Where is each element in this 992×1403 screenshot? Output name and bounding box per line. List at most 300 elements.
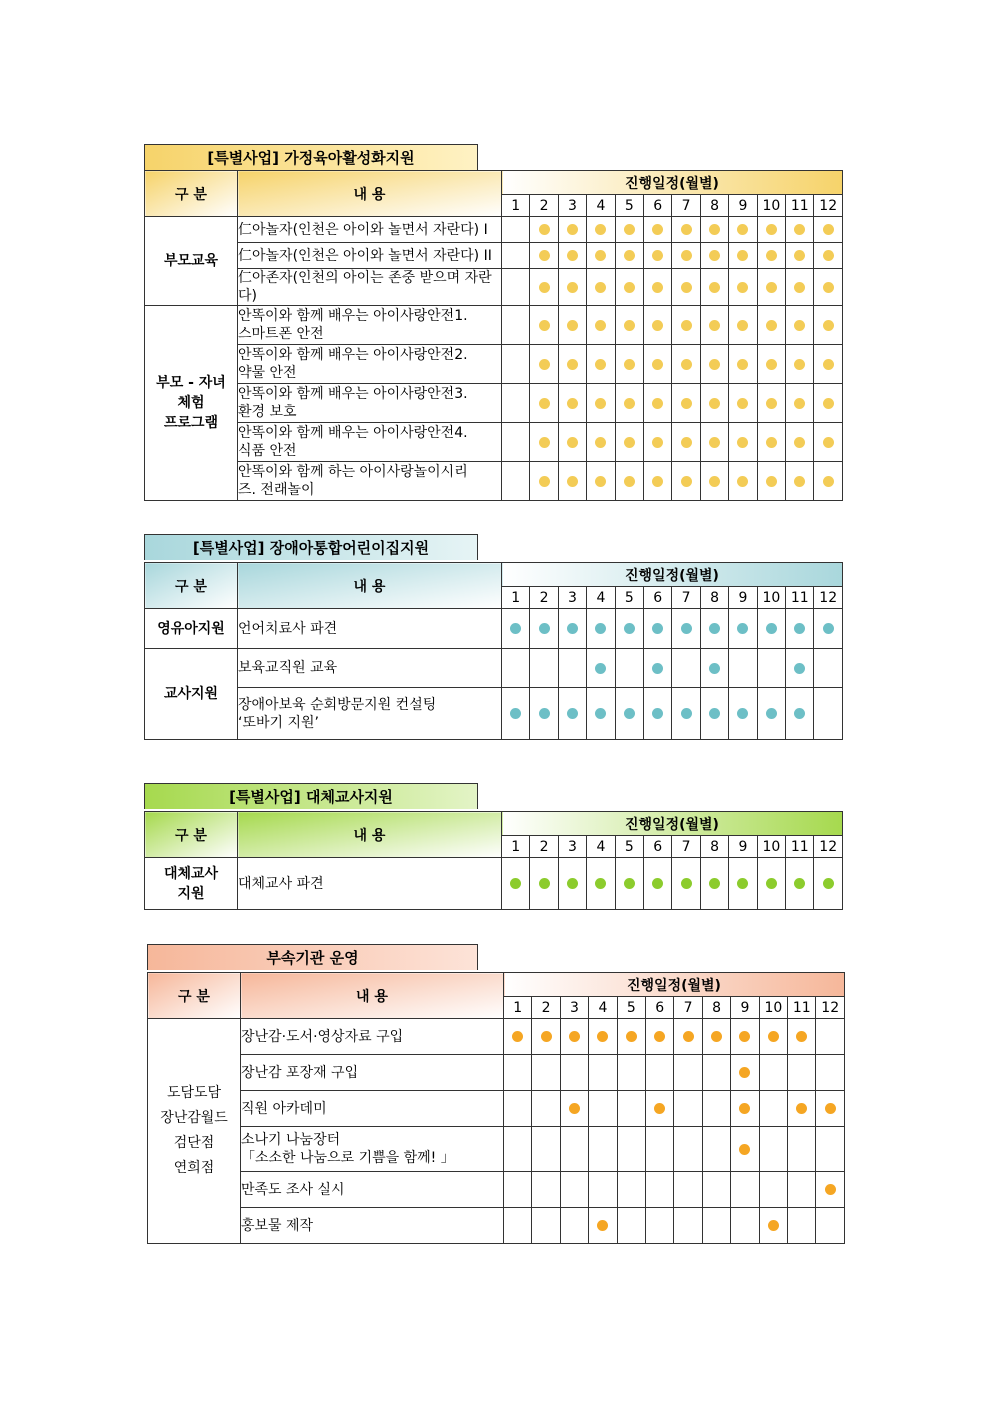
schedule-dot-icon xyxy=(541,1031,552,1042)
column-header-category: 구 분 xyxy=(148,973,241,1019)
schedule-dot-icon xyxy=(539,320,550,331)
month-cell xyxy=(644,609,672,649)
schedule-dot-icon xyxy=(567,398,578,409)
month-cell xyxy=(700,649,728,688)
month-cell xyxy=(757,688,785,740)
month-header: 9 xyxy=(731,997,759,1019)
month-cell xyxy=(615,345,643,384)
month-cell xyxy=(587,243,615,269)
table-row xyxy=(145,688,843,740)
month-header: 1 xyxy=(504,997,532,1019)
month-cell xyxy=(589,1172,617,1208)
schedule-dot-icon xyxy=(595,708,606,719)
schedule-dot-icon xyxy=(823,878,834,889)
category-cell xyxy=(145,306,238,501)
month-cell xyxy=(644,688,672,740)
month-header: 7 xyxy=(672,195,700,217)
month-header: 10 xyxy=(757,587,785,609)
content-line: 「소소한 나눔으로 기쁨을 함께! 」 xyxy=(241,1150,455,1166)
schedule-dot-icon xyxy=(652,398,663,409)
content-line: 장애아보육 순회방문지원 컨설팅 xyxy=(238,696,437,713)
category-line: 영유아지원 xyxy=(157,620,225,637)
schedule-dot-icon xyxy=(737,398,748,409)
month-cell xyxy=(615,609,643,649)
month-cell xyxy=(644,217,672,243)
section-title-box xyxy=(144,783,478,809)
month-header: 12 xyxy=(814,836,842,858)
schedule-dot-icon xyxy=(567,708,578,719)
month-cell xyxy=(786,384,814,423)
content-line: 仁아존자(인천의 아이는 존중 받으며 자란다) xyxy=(238,270,492,304)
content-cell xyxy=(238,269,502,306)
month-cell xyxy=(814,858,842,910)
schedule-dot-icon xyxy=(624,623,635,634)
month-cell xyxy=(672,345,700,384)
table-row xyxy=(145,609,843,649)
schedule-dot-icon xyxy=(766,282,777,293)
schedule-dot-icon xyxy=(681,623,692,634)
content-cell xyxy=(238,384,502,423)
schedule-dot-icon xyxy=(652,878,663,889)
month-cell xyxy=(558,269,586,306)
month-cell xyxy=(558,609,586,649)
month-header: 1 xyxy=(502,195,530,217)
schedule-dot-icon xyxy=(766,623,777,634)
content-line: 안똑이와 함께 배우는 아이사랑안전4. xyxy=(238,425,468,441)
month-header: 6 xyxy=(646,997,674,1019)
month-cell xyxy=(530,649,558,688)
month-cell xyxy=(788,1055,816,1091)
month-cell xyxy=(615,649,643,688)
month-cell xyxy=(757,345,785,384)
table-row xyxy=(148,1019,845,1055)
column-header-schedule: 진행일정(월별) xyxy=(502,563,843,587)
section-title-box xyxy=(144,144,478,170)
month-cell xyxy=(814,384,842,423)
schedule-dot-icon xyxy=(709,708,720,719)
content-cell xyxy=(238,243,502,269)
schedule-dot-icon xyxy=(654,1031,665,1042)
month-cell xyxy=(617,1019,645,1055)
month-cell xyxy=(558,688,586,740)
table-row xyxy=(145,217,843,243)
schedule-dot-icon xyxy=(823,398,834,409)
month-cell xyxy=(757,858,785,910)
column-header-schedule: 진행일정(월별) xyxy=(502,812,843,836)
content-line: 약물 안전 xyxy=(238,365,297,381)
month-cell xyxy=(674,1019,702,1055)
schedule-dot-icon xyxy=(626,1031,637,1042)
month-cell xyxy=(644,649,672,688)
schedule-dot-icon xyxy=(595,320,606,331)
schedule-dot-icon xyxy=(737,320,748,331)
schedule-dot-icon xyxy=(823,320,834,331)
month-cell xyxy=(560,1172,588,1208)
schedule-dot-icon xyxy=(595,282,606,293)
schedule-dot-icon xyxy=(766,398,777,409)
content-line: 즈. 전래놀이 xyxy=(238,482,315,498)
month-header: 12 xyxy=(814,195,842,217)
schedule-dot-icon xyxy=(681,359,692,370)
schedule-dot-icon xyxy=(595,224,606,235)
table-row xyxy=(145,243,843,269)
month-cell xyxy=(502,243,530,269)
month-cell xyxy=(644,306,672,345)
schedule-dot-icon xyxy=(654,1103,665,1114)
month-cell xyxy=(558,423,586,462)
month-cell xyxy=(731,1091,759,1127)
schedule-dot-icon xyxy=(766,437,777,448)
month-cell xyxy=(729,243,757,269)
month-cell xyxy=(700,384,728,423)
month-header: 7 xyxy=(672,587,700,609)
schedule-dot-icon xyxy=(794,398,805,409)
month-cell xyxy=(786,423,814,462)
schedule-dot-icon xyxy=(825,1103,836,1114)
month-cell xyxy=(729,858,757,910)
column-header-content: 내 용 xyxy=(238,563,502,609)
month-cell xyxy=(587,609,615,649)
month-header: 4 xyxy=(589,997,617,1019)
schedule-dot-icon xyxy=(681,708,692,719)
month-cell xyxy=(729,384,757,423)
content-line: 식품 안전 xyxy=(238,443,297,459)
month-cell xyxy=(672,649,700,688)
month-cell xyxy=(757,462,785,501)
schedule-dot-icon xyxy=(823,359,834,370)
table-row xyxy=(148,1208,845,1244)
month-cell xyxy=(786,306,814,345)
month-cell xyxy=(757,423,785,462)
category-line: 대체교사 xyxy=(163,865,219,882)
section-title-box xyxy=(144,534,478,560)
month-cell xyxy=(530,858,558,910)
month-cell xyxy=(644,243,672,269)
schedule-dot-icon xyxy=(737,437,748,448)
month-cell xyxy=(644,384,672,423)
schedule-dot-icon xyxy=(768,1031,779,1042)
schedule-dot-icon xyxy=(737,282,748,293)
content-cell xyxy=(238,306,502,345)
month-cell xyxy=(502,858,530,910)
schedule-dot-icon xyxy=(739,1067,750,1078)
content-cell xyxy=(238,462,502,501)
category-cell xyxy=(145,217,238,306)
content-line: 보육교직원 교육 xyxy=(238,660,338,676)
month-cell xyxy=(814,269,842,306)
month-cell xyxy=(674,1055,702,1091)
schedule-dot-icon xyxy=(652,224,663,235)
month-cell xyxy=(587,269,615,306)
month-cell xyxy=(788,1127,816,1172)
month-header: 7 xyxy=(672,836,700,858)
schedule-dot-icon xyxy=(569,1031,580,1042)
content-line: 언어치료사 파견 xyxy=(238,620,338,637)
month-cell xyxy=(731,1172,759,1208)
schedule-dot-icon xyxy=(794,320,805,331)
month-cell xyxy=(587,306,615,345)
category-line: 장난감월드 xyxy=(160,1110,228,1126)
month-cell xyxy=(532,1055,560,1091)
schedule-dot-icon xyxy=(794,250,805,261)
month-cell xyxy=(644,345,672,384)
month-cell xyxy=(587,384,615,423)
month-cell xyxy=(700,462,728,501)
month-cell xyxy=(702,1127,730,1172)
month-header: 3 xyxy=(558,195,586,217)
month-header: 10 xyxy=(757,836,785,858)
month-cell xyxy=(589,1055,617,1091)
schedule-dot-icon xyxy=(567,224,578,235)
month-cell xyxy=(816,1055,844,1091)
content-cell xyxy=(238,688,502,740)
schedule-dot-icon xyxy=(823,282,834,293)
schedule-dot-icon xyxy=(737,623,748,634)
schedule-dot-icon xyxy=(794,878,805,889)
month-header: 9 xyxy=(729,195,757,217)
schedule-dot-icon xyxy=(595,437,606,448)
month-cell xyxy=(731,1055,759,1091)
schedule-dot-icon xyxy=(624,224,635,235)
month-header: 8 xyxy=(700,836,728,858)
schedule-dot-icon xyxy=(823,437,834,448)
schedule-dot-icon xyxy=(567,623,578,634)
schedule-dot-icon xyxy=(766,708,777,719)
month-cell xyxy=(615,423,643,462)
month-cell xyxy=(729,217,757,243)
schedule-dot-icon xyxy=(624,359,635,370)
content-line: 안똑이와 함께 하는 아이사랑놀이시리 xyxy=(238,464,468,480)
month-cell xyxy=(615,688,643,740)
month-cell xyxy=(700,269,728,306)
month-cell xyxy=(757,269,785,306)
month-cell xyxy=(530,269,558,306)
month-cell xyxy=(759,1208,787,1244)
month-cell xyxy=(786,217,814,243)
month-header: 1 xyxy=(502,836,530,858)
month-cell xyxy=(530,609,558,649)
category-line: 프로그램 xyxy=(163,415,219,431)
schedule-table xyxy=(147,972,845,1244)
month-cell xyxy=(560,1091,588,1127)
month-cell xyxy=(729,345,757,384)
month-cell xyxy=(786,269,814,306)
header-row xyxy=(145,812,843,836)
month-cell xyxy=(672,462,700,501)
month-cell xyxy=(700,858,728,910)
column-header-category: 구 분 xyxy=(145,812,238,858)
content-line: 환경 보호 xyxy=(238,404,297,420)
schedule-dot-icon xyxy=(739,1103,750,1114)
schedule-dot-icon xyxy=(739,1031,750,1042)
content-cell xyxy=(241,1019,504,1055)
month-cell xyxy=(700,423,728,462)
month-cell xyxy=(615,858,643,910)
content-line: 홍보물 제작 xyxy=(241,1217,314,1234)
content-line: 장난감 포장재 구입 xyxy=(241,1064,359,1081)
month-cell xyxy=(700,609,728,649)
content-cell xyxy=(241,1208,504,1244)
schedule-dot-icon xyxy=(539,224,550,235)
schedule-dot-icon xyxy=(624,437,635,448)
month-cell xyxy=(644,858,672,910)
month-cell xyxy=(759,1172,787,1208)
content-cell xyxy=(238,649,502,688)
month-cell xyxy=(646,1127,674,1172)
month-header: 2 xyxy=(530,587,558,609)
month-cell xyxy=(532,1091,560,1127)
schedule-dot-icon xyxy=(681,224,692,235)
month-cell xyxy=(674,1208,702,1244)
schedule-table xyxy=(144,562,843,740)
month-cell xyxy=(502,217,530,243)
month-cell xyxy=(814,462,842,501)
month-header: 12 xyxy=(816,997,844,1019)
schedule-dot-icon xyxy=(737,476,748,487)
schedule-dot-icon xyxy=(539,437,550,448)
content-line: 만족도 조사 실시 xyxy=(241,1181,345,1198)
month-cell xyxy=(731,1208,759,1244)
month-cell xyxy=(532,1208,560,1244)
month-cell xyxy=(729,649,757,688)
schedule-dot-icon xyxy=(681,398,692,409)
content-line: 안똑이와 함께 배우는 아이사랑안전1. xyxy=(238,308,468,324)
month-cell xyxy=(615,306,643,345)
month-cell xyxy=(615,384,643,423)
schedule-dot-icon xyxy=(796,1103,807,1114)
month-cell xyxy=(532,1127,560,1172)
schedule-dot-icon xyxy=(539,623,550,634)
month-cell xyxy=(702,1019,730,1055)
schedule-dot-icon xyxy=(567,476,578,487)
schedule-dot-icon xyxy=(595,623,606,634)
schedule-dot-icon xyxy=(652,437,663,448)
month-header: 6 xyxy=(644,587,672,609)
table-row xyxy=(145,462,843,501)
schedule-dot-icon xyxy=(825,1184,836,1195)
month-cell xyxy=(560,1127,588,1172)
schedule-dot-icon xyxy=(624,878,635,889)
month-cell xyxy=(530,384,558,423)
month-header: 5 xyxy=(615,587,643,609)
table-row xyxy=(145,306,843,345)
content-line: 직원 아카데미 xyxy=(241,1100,327,1117)
schedule-dot-icon xyxy=(510,708,521,719)
month-cell xyxy=(558,858,586,910)
content-line: 仁아놀자(인천은 아이와 놀면서 자란다) I xyxy=(238,221,488,238)
schedule-dot-icon xyxy=(823,623,834,634)
month-cell xyxy=(502,423,530,462)
content-cell xyxy=(238,345,502,384)
schedule-dot-icon xyxy=(709,476,720,487)
month-header: 4 xyxy=(587,195,615,217)
category-line: 도담도담 xyxy=(166,1085,222,1101)
month-cell xyxy=(530,462,558,501)
schedule-dot-icon xyxy=(539,282,550,293)
month-cell xyxy=(816,1019,844,1055)
content-cell xyxy=(241,1091,504,1127)
month-cell xyxy=(504,1208,532,1244)
schedule-table xyxy=(144,170,843,501)
month-cell xyxy=(615,269,643,306)
header-row xyxy=(145,171,843,195)
content-line: 안똑이와 함께 배우는 아이사랑안전2. xyxy=(238,347,468,363)
content-line: 소나기 나눔장터 xyxy=(241,1132,341,1148)
schedule-dot-icon xyxy=(595,878,606,889)
schedule-dot-icon xyxy=(709,623,720,634)
month-cell xyxy=(729,423,757,462)
schedule-dot-icon xyxy=(709,359,720,370)
schedule-dot-icon xyxy=(709,663,720,674)
month-cell xyxy=(587,423,615,462)
schedule-dot-icon xyxy=(597,1031,608,1042)
month-cell xyxy=(558,243,586,269)
schedule-dot-icon xyxy=(595,359,606,370)
content-line: ‘또바기 지원’ xyxy=(238,714,319,731)
schedule-dot-icon xyxy=(709,878,720,889)
month-cell xyxy=(502,269,530,306)
content-line: 장난감·도서·영상자료 구입 xyxy=(241,1028,404,1045)
month-cell xyxy=(672,384,700,423)
table-row xyxy=(148,1127,845,1172)
month-header: 1 xyxy=(502,587,530,609)
month-header: 3 xyxy=(558,836,586,858)
table-row xyxy=(145,649,843,688)
month-cell xyxy=(672,306,700,345)
schedule-dot-icon xyxy=(794,282,805,293)
month-cell xyxy=(759,1091,787,1127)
schedule-dot-icon xyxy=(595,476,606,487)
schedule-dot-icon xyxy=(567,878,578,889)
month-cell xyxy=(786,609,814,649)
schedule-dot-icon xyxy=(595,398,606,409)
month-header: 3 xyxy=(558,587,586,609)
month-cell xyxy=(757,609,785,649)
month-cell xyxy=(589,1091,617,1127)
month-cell xyxy=(786,243,814,269)
schedule-dot-icon xyxy=(823,250,834,261)
schedule-dot-icon xyxy=(652,623,663,634)
month-cell xyxy=(560,1019,588,1055)
schedule-dot-icon xyxy=(681,437,692,448)
schedule-dot-icon xyxy=(652,320,663,331)
month-header: 6 xyxy=(644,195,672,217)
schedule-dot-icon xyxy=(567,282,578,293)
table-row xyxy=(145,269,843,306)
schedule-dot-icon xyxy=(539,398,550,409)
month-header: 12 xyxy=(814,587,842,609)
month-cell xyxy=(788,1019,816,1055)
month-cell xyxy=(786,649,814,688)
content-cell xyxy=(241,1172,504,1208)
schedule-dot-icon xyxy=(766,359,777,370)
month-cell xyxy=(617,1172,645,1208)
schedule-dot-icon xyxy=(796,1031,807,1042)
month-cell xyxy=(502,609,530,649)
schedule-dot-icon xyxy=(681,250,692,261)
month-cell xyxy=(644,462,672,501)
month-header: 6 xyxy=(644,836,672,858)
month-cell xyxy=(530,423,558,462)
schedule-dot-icon xyxy=(794,623,805,634)
month-cell xyxy=(646,1172,674,1208)
month-cell xyxy=(816,1208,844,1244)
month-cell xyxy=(672,423,700,462)
schedule-dot-icon xyxy=(794,708,805,719)
month-cell xyxy=(558,462,586,501)
month-cell xyxy=(759,1127,787,1172)
section-title: [특별사업] 장애아통합어린이집지원 xyxy=(192,539,430,557)
